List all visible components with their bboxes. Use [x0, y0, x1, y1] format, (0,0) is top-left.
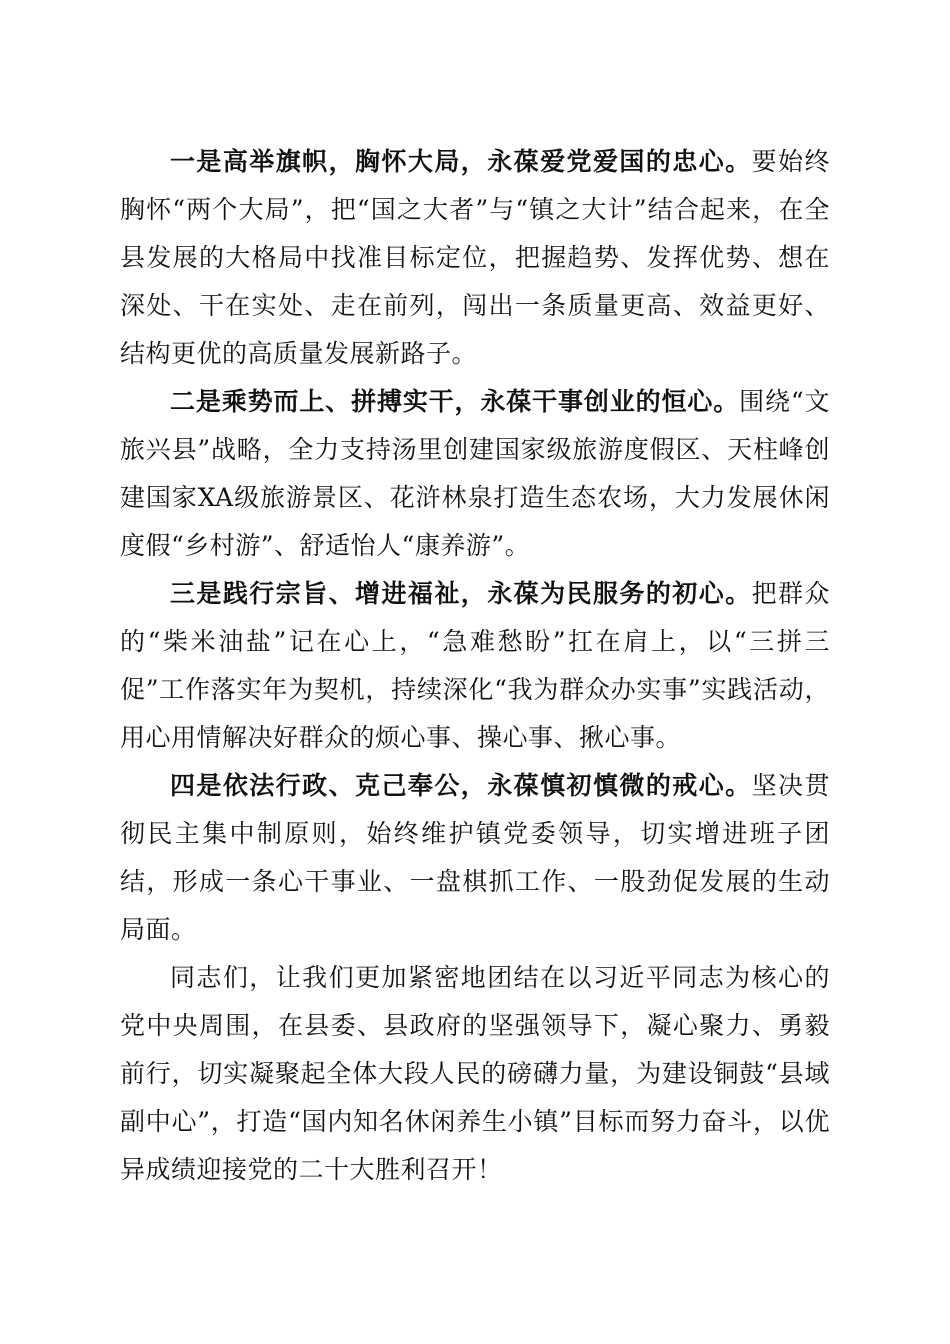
paragraph-4: [120, 762, 830, 954]
document-body: [120, 138, 830, 1194]
paragraph-2-lead: 二是乘势而上、拼搏实干，永葆干事创业的恒心。: [170, 387, 740, 416]
paragraph-4-body: 坚决贯彻民主集中制原则，始终维护镇党委领导，切实增进班子团结，形成一条心干事业、一盘棋抓工作、一股劲促发展的生动局面。: [120, 771, 830, 944]
paragraph-3-lead: 三是践行宗旨、增进福祉，永葆为民服务的初心。: [170, 579, 752, 608]
paragraph-5-body: 同志们，让我们更加紧密地团结在以习近平同志为核心的党中央周围，在县委、县政府的坚强领导下，凝心聚力、勇毅前行，切实凝聚起全体大段人民的磅礴力量，为建设铜鼓“县域副中心”，打造“国内知名休闲养生小镇”目标而努力奋斗，以优异成绩迎接党的二十大胜利召开！: [120, 963, 830, 1184]
paragraph-2: [120, 378, 830, 570]
paragraph-1-lead: 一是高举旗帜，胸怀大局，永葆爱党爱国的忠心。: [170, 147, 752, 176]
paragraph-4-lead: 四是依法行政、克己奉公，永葆慎初慎微的戒心。: [170, 771, 752, 800]
paragraph-3-body: 把群众的“柴米油盐”记在心上，“急难愁盼”扛在肩上，以“三拼三促”工作落实年为契机，持续深化“我为群众办实事”实践活动，用心用情解决好群众的烦心事、操心事、揪心事。: [120, 579, 830, 752]
paragraph-1: [120, 138, 830, 378]
paragraph-2-body: 围绕“文旅兴县”战略，全力支持汤里创建国家级旅游度假区、天柱峰创建国家XA级旅游景区、花浒林泉打造生态农场，大力发展休闲度假“乡村游”、舒适怡人“康养游”。: [120, 387, 830, 560]
paragraph-3: [120, 570, 830, 762]
paragraph-5: [120, 954, 830, 1194]
paragraph-1-body: 要始终胸怀“两个大局”，把“国之大者”与“镇之大计”结合起来，在全县发展的大格局中找准目标定位，把握趋势、发挥优势、想在深处、干在实处、走在前列，闯出一条质量更高、效益更好、结构更优的高质量发展新路子。: [120, 147, 830, 368]
